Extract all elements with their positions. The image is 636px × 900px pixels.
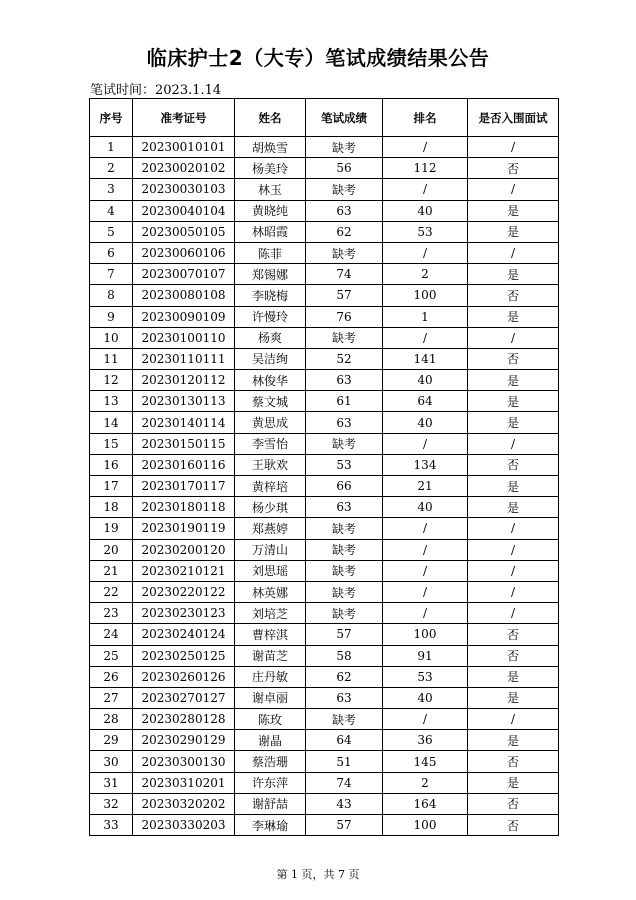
cell-interview-status: / xyxy=(468,560,559,581)
table-row xyxy=(90,454,559,475)
cell-interview-status: 是 xyxy=(468,412,559,433)
table-row xyxy=(90,200,559,221)
cell-interview-status: / xyxy=(468,179,559,200)
cell-name: 林昭霞 xyxy=(235,221,306,242)
cell-no: 13 xyxy=(90,391,133,412)
cell-interview-status: / xyxy=(468,581,559,602)
cell-no: 19 xyxy=(90,518,133,539)
cell-name: 陈菲 xyxy=(235,242,306,263)
page-footer: 第 1 页，共 7 页 xyxy=(276,868,360,881)
cell-rank: / xyxy=(383,518,468,539)
cell-rank: 134 xyxy=(383,454,468,475)
cell-no: 1 xyxy=(90,137,133,158)
cell-no: 24 xyxy=(90,624,133,645)
table-row xyxy=(90,137,559,158)
cell-rank: 100 xyxy=(383,815,468,836)
cell-name: 李雪怡 xyxy=(235,433,306,454)
cell-exam-id: 20230230123 xyxy=(133,603,235,624)
cell-name: 郑燕婷 xyxy=(235,518,306,539)
cell-exam-id: 20230050105 xyxy=(133,221,235,242)
cell-no: 8 xyxy=(90,285,133,306)
cell-score: 58 xyxy=(306,645,383,666)
table-row xyxy=(90,242,559,263)
cell-name: 蔡文城 xyxy=(235,391,306,412)
cell-no: 29 xyxy=(90,730,133,751)
cell-exam-id: 20230160116 xyxy=(133,454,235,475)
cell-interview-status: 是 xyxy=(468,264,559,285)
cell-name: 谢晶 xyxy=(235,730,306,751)
cell-exam-id: 20230010101 xyxy=(133,137,235,158)
cell-no: 15 xyxy=(90,433,133,454)
cell-score: 缺考 xyxy=(306,539,383,560)
cell-score: 51 xyxy=(306,751,383,772)
table-row xyxy=(90,391,559,412)
cell-rank: 64 xyxy=(383,391,468,412)
cell-score: 缺考 xyxy=(306,179,383,200)
cell-rank: / xyxy=(383,242,468,263)
cell-score: 52 xyxy=(306,348,383,369)
page-title: 临床护士2（大专）笔试成绩结果公告 xyxy=(146,46,490,70)
cell-interview-status: 是 xyxy=(468,730,559,751)
cell-rank: / xyxy=(383,709,468,730)
cell-interview-status: / xyxy=(468,709,559,730)
cell-score: 57 xyxy=(306,624,383,645)
table-row xyxy=(90,158,559,179)
table-row xyxy=(90,518,559,539)
cell-interview-status: 是 xyxy=(468,370,559,391)
cell-rank: 112 xyxy=(383,158,468,179)
cell-exam-id: 20230320202 xyxy=(133,793,235,814)
cell-name: 黄梓培 xyxy=(235,476,306,497)
cell-rank: 40 xyxy=(383,200,468,221)
cell-no: 27 xyxy=(90,687,133,708)
cell-exam-id: 20230190119 xyxy=(133,518,235,539)
table-row xyxy=(90,751,559,772)
cell-exam-id: 20230090109 xyxy=(133,306,235,327)
cell-interview-status: / xyxy=(468,137,559,158)
cell-score: 61 xyxy=(306,391,383,412)
cell-interview-status: 否 xyxy=(468,158,559,179)
cell-exam-id: 20230200120 xyxy=(133,539,235,560)
cell-score: 62 xyxy=(306,221,383,242)
cell-no: 5 xyxy=(90,221,133,242)
cell-rank: 36 xyxy=(383,730,468,751)
cell-no: 23 xyxy=(90,603,133,624)
cell-rank: / xyxy=(383,603,468,624)
table-row xyxy=(90,645,559,666)
table-row xyxy=(90,603,559,624)
cell-interview-status: / xyxy=(468,539,559,560)
table-row xyxy=(90,815,559,836)
cell-name: 曹梓淇 xyxy=(235,624,306,645)
cell-name: 陈玫 xyxy=(235,709,306,730)
table-header-row xyxy=(90,99,559,137)
cell-interview-status: 是 xyxy=(468,666,559,687)
cell-rank: 100 xyxy=(383,285,468,306)
cell-no: 16 xyxy=(90,454,133,475)
cell-exam-id: 20230260126 xyxy=(133,666,235,687)
cell-exam-id: 20230150115 xyxy=(133,433,235,454)
cell-exam-id: 20230290129 xyxy=(133,730,235,751)
cell-name: 许东萍 xyxy=(235,772,306,793)
cell-score: 57 xyxy=(306,815,383,836)
table-row xyxy=(90,772,559,793)
table-row xyxy=(90,306,559,327)
cell-exam-id: 20230080108 xyxy=(133,285,235,306)
cell-interview-status: / xyxy=(468,603,559,624)
cell-rank: 2 xyxy=(383,772,468,793)
header-id: 准考证号 xyxy=(133,99,235,137)
cell-no: 4 xyxy=(90,200,133,221)
cell-exam-id: 20230270127 xyxy=(133,687,235,708)
cell-exam-id: 20230210121 xyxy=(133,560,235,581)
cell-rank: 164 xyxy=(383,793,468,814)
cell-exam-id: 20230070107 xyxy=(133,264,235,285)
cell-rank: 40 xyxy=(383,370,468,391)
header-pass: 是否入围面试 xyxy=(468,99,559,137)
cell-name: 郑锡娜 xyxy=(235,264,306,285)
cell-score: 缺考 xyxy=(306,603,383,624)
cell-no: 30 xyxy=(90,751,133,772)
cell-rank: 1 xyxy=(383,306,468,327)
cell-exam-id: 20230220122 xyxy=(133,581,235,602)
cell-exam-id: 20230170117 xyxy=(133,476,235,497)
header-name: 姓名 xyxy=(235,99,306,137)
cell-exam-id: 20230130113 xyxy=(133,391,235,412)
cell-score: 53 xyxy=(306,454,383,475)
cell-name: 杨爽 xyxy=(235,327,306,348)
cell-score: 63 xyxy=(306,412,383,433)
cell-interview-status: 否 xyxy=(468,645,559,666)
cell-rank: / xyxy=(383,137,468,158)
cell-score: 74 xyxy=(306,264,383,285)
header-score: 笔试成绩 xyxy=(306,99,383,137)
header-no: 序号 xyxy=(90,99,133,137)
cell-no: 33 xyxy=(90,815,133,836)
cell-score: 56 xyxy=(306,158,383,179)
cell-no: 31 xyxy=(90,772,133,793)
exam-time: 笔试时间：2023.1.14 xyxy=(90,83,222,98)
cell-score: 74 xyxy=(306,772,383,793)
table-row xyxy=(90,709,559,730)
cell-name: 蔡浩珊 xyxy=(235,751,306,772)
cell-interview-status: 是 xyxy=(468,687,559,708)
cell-name: 许慢玲 xyxy=(235,306,306,327)
cell-rank: 100 xyxy=(383,624,468,645)
cell-name: 谢苗芝 xyxy=(235,645,306,666)
cell-no: 7 xyxy=(90,264,133,285)
cell-exam-id: 20230280128 xyxy=(133,709,235,730)
table-body xyxy=(90,137,559,836)
cell-rank: 91 xyxy=(383,645,468,666)
cell-no: 25 xyxy=(90,645,133,666)
cell-score: 63 xyxy=(306,687,383,708)
cell-rank: 145 xyxy=(383,751,468,772)
cell-exam-id: 20230330203 xyxy=(133,815,235,836)
cell-score: 63 xyxy=(306,497,383,518)
cell-rank: 21 xyxy=(383,476,468,497)
cell-score: 缺考 xyxy=(306,433,383,454)
cell-score: 57 xyxy=(306,285,383,306)
cell-interview-status: 是 xyxy=(468,200,559,221)
table-row xyxy=(90,687,559,708)
cell-exam-id: 20230100110 xyxy=(133,327,235,348)
cell-no: 17 xyxy=(90,476,133,497)
cell-name: 刘思瑶 xyxy=(235,560,306,581)
cell-no: 2 xyxy=(90,158,133,179)
cell-interview-status: 是 xyxy=(468,772,559,793)
cell-rank: / xyxy=(383,560,468,581)
cell-interview-status: 否 xyxy=(468,815,559,836)
cell-score: 64 xyxy=(306,730,383,751)
table-row xyxy=(90,179,559,200)
cell-interview-status: / xyxy=(468,433,559,454)
cell-name: 谢卓丽 xyxy=(235,687,306,708)
cell-exam-id: 20230240124 xyxy=(133,624,235,645)
cell-rank: 40 xyxy=(383,687,468,708)
cell-no: 6 xyxy=(90,242,133,263)
cell-rank: 40 xyxy=(383,497,468,518)
cell-interview-status: / xyxy=(468,242,559,263)
cell-no: 21 xyxy=(90,560,133,581)
cell-no: 14 xyxy=(90,412,133,433)
cell-exam-id: 20230020102 xyxy=(133,158,235,179)
cell-no: 32 xyxy=(90,793,133,814)
cell-no: 10 xyxy=(90,327,133,348)
cell-interview-status: 否 xyxy=(468,348,559,369)
cell-interview-status: 否 xyxy=(468,624,559,645)
cell-no: 28 xyxy=(90,709,133,730)
cell-interview-status: 否 xyxy=(468,751,559,772)
cell-name: 林俊华 xyxy=(235,370,306,391)
cell-interview-status: 否 xyxy=(468,793,559,814)
cell-score: 76 xyxy=(306,306,383,327)
cell-no: 26 xyxy=(90,666,133,687)
cell-name: 谢舒喆 xyxy=(235,793,306,814)
cell-exam-id: 20230110111 xyxy=(133,348,235,369)
cell-score: 缺考 xyxy=(306,137,383,158)
cell-name: 黄思成 xyxy=(235,412,306,433)
cell-score: 63 xyxy=(306,200,383,221)
cell-rank: 2 xyxy=(383,264,468,285)
cell-name: 杨美玲 xyxy=(235,158,306,179)
cell-name: 胡焕雪 xyxy=(235,137,306,158)
cell-interview-status: / xyxy=(468,518,559,539)
cell-rank: 53 xyxy=(383,666,468,687)
table-row xyxy=(90,539,559,560)
cell-score: 43 xyxy=(306,793,383,814)
table-row xyxy=(90,497,559,518)
cell-rank: 141 xyxy=(383,348,468,369)
cell-rank: 53 xyxy=(383,221,468,242)
cell-interview-status: 是 xyxy=(468,221,559,242)
cell-rank: / xyxy=(383,179,468,200)
cell-name: 庄丹敏 xyxy=(235,666,306,687)
cell-score: 缺考 xyxy=(306,242,383,263)
cell-exam-id: 20230030103 xyxy=(133,179,235,200)
cell-interview-status: 否 xyxy=(468,454,559,475)
cell-rank: 40 xyxy=(383,412,468,433)
cell-exam-id: 20230040104 xyxy=(133,200,235,221)
cell-exam-id: 20230310201 xyxy=(133,772,235,793)
cell-no: 3 xyxy=(90,179,133,200)
cell-name: 林英娜 xyxy=(235,581,306,602)
cell-rank: / xyxy=(383,433,468,454)
cell-no: 22 xyxy=(90,581,133,602)
table-row xyxy=(90,666,559,687)
cell-no: 11 xyxy=(90,348,133,369)
cell-rank: / xyxy=(383,327,468,348)
table-row xyxy=(90,285,559,306)
cell-exam-id: 20230060106 xyxy=(133,242,235,263)
table-row xyxy=(90,370,559,391)
cell-exam-id: 20230140114 xyxy=(133,412,235,433)
cell-score: 缺考 xyxy=(306,560,383,581)
table-row xyxy=(90,412,559,433)
cell-name: 林玉 xyxy=(235,179,306,200)
cell-interview-status: 是 xyxy=(468,391,559,412)
cell-score: 缺考 xyxy=(306,709,383,730)
table-row xyxy=(90,327,559,348)
cell-exam-id: 20230250125 xyxy=(133,645,235,666)
cell-name: 刘培芝 xyxy=(235,603,306,624)
cell-exam-id: 20230300130 xyxy=(133,751,235,772)
cell-interview-status: 是 xyxy=(468,306,559,327)
cell-exam-id: 20230180118 xyxy=(133,497,235,518)
header-rank: 排名 xyxy=(383,99,468,137)
table-row xyxy=(90,433,559,454)
cell-score: 62 xyxy=(306,666,383,687)
cell-rank: / xyxy=(383,581,468,602)
table-row xyxy=(90,581,559,602)
cell-score: 缺考 xyxy=(306,327,383,348)
cell-interview-status: 否 xyxy=(468,285,559,306)
table-row xyxy=(90,221,559,242)
cell-score: 66 xyxy=(306,476,383,497)
table-row xyxy=(90,348,559,369)
table-row xyxy=(90,476,559,497)
cell-no: 20 xyxy=(90,539,133,560)
cell-name: 黄晓纯 xyxy=(235,200,306,221)
cell-name: 王耿欢 xyxy=(235,454,306,475)
cell-interview-status: 是 xyxy=(468,476,559,497)
cell-name: 万清山 xyxy=(235,539,306,560)
table-row xyxy=(90,560,559,581)
cell-no: 12 xyxy=(90,370,133,391)
cell-interview-status: / xyxy=(468,327,559,348)
cell-score: 63 xyxy=(306,370,383,391)
cell-exam-id: 20230120112 xyxy=(133,370,235,391)
table-row xyxy=(90,264,559,285)
cell-score: 缺考 xyxy=(306,581,383,602)
table-row xyxy=(90,624,559,645)
cell-no: 18 xyxy=(90,497,133,518)
cell-interview-status: 是 xyxy=(468,497,559,518)
cell-name: 杨少琪 xyxy=(235,497,306,518)
cell-no: 9 xyxy=(90,306,133,327)
table-row xyxy=(90,730,559,751)
cell-score: 缺考 xyxy=(306,518,383,539)
table-row xyxy=(90,793,559,814)
cell-rank: / xyxy=(383,539,468,560)
results-table xyxy=(89,98,559,836)
cell-name: 李晓梅 xyxy=(235,285,306,306)
cell-name: 李琳瑜 xyxy=(235,815,306,836)
cell-name: 吴洁绚 xyxy=(235,348,306,369)
